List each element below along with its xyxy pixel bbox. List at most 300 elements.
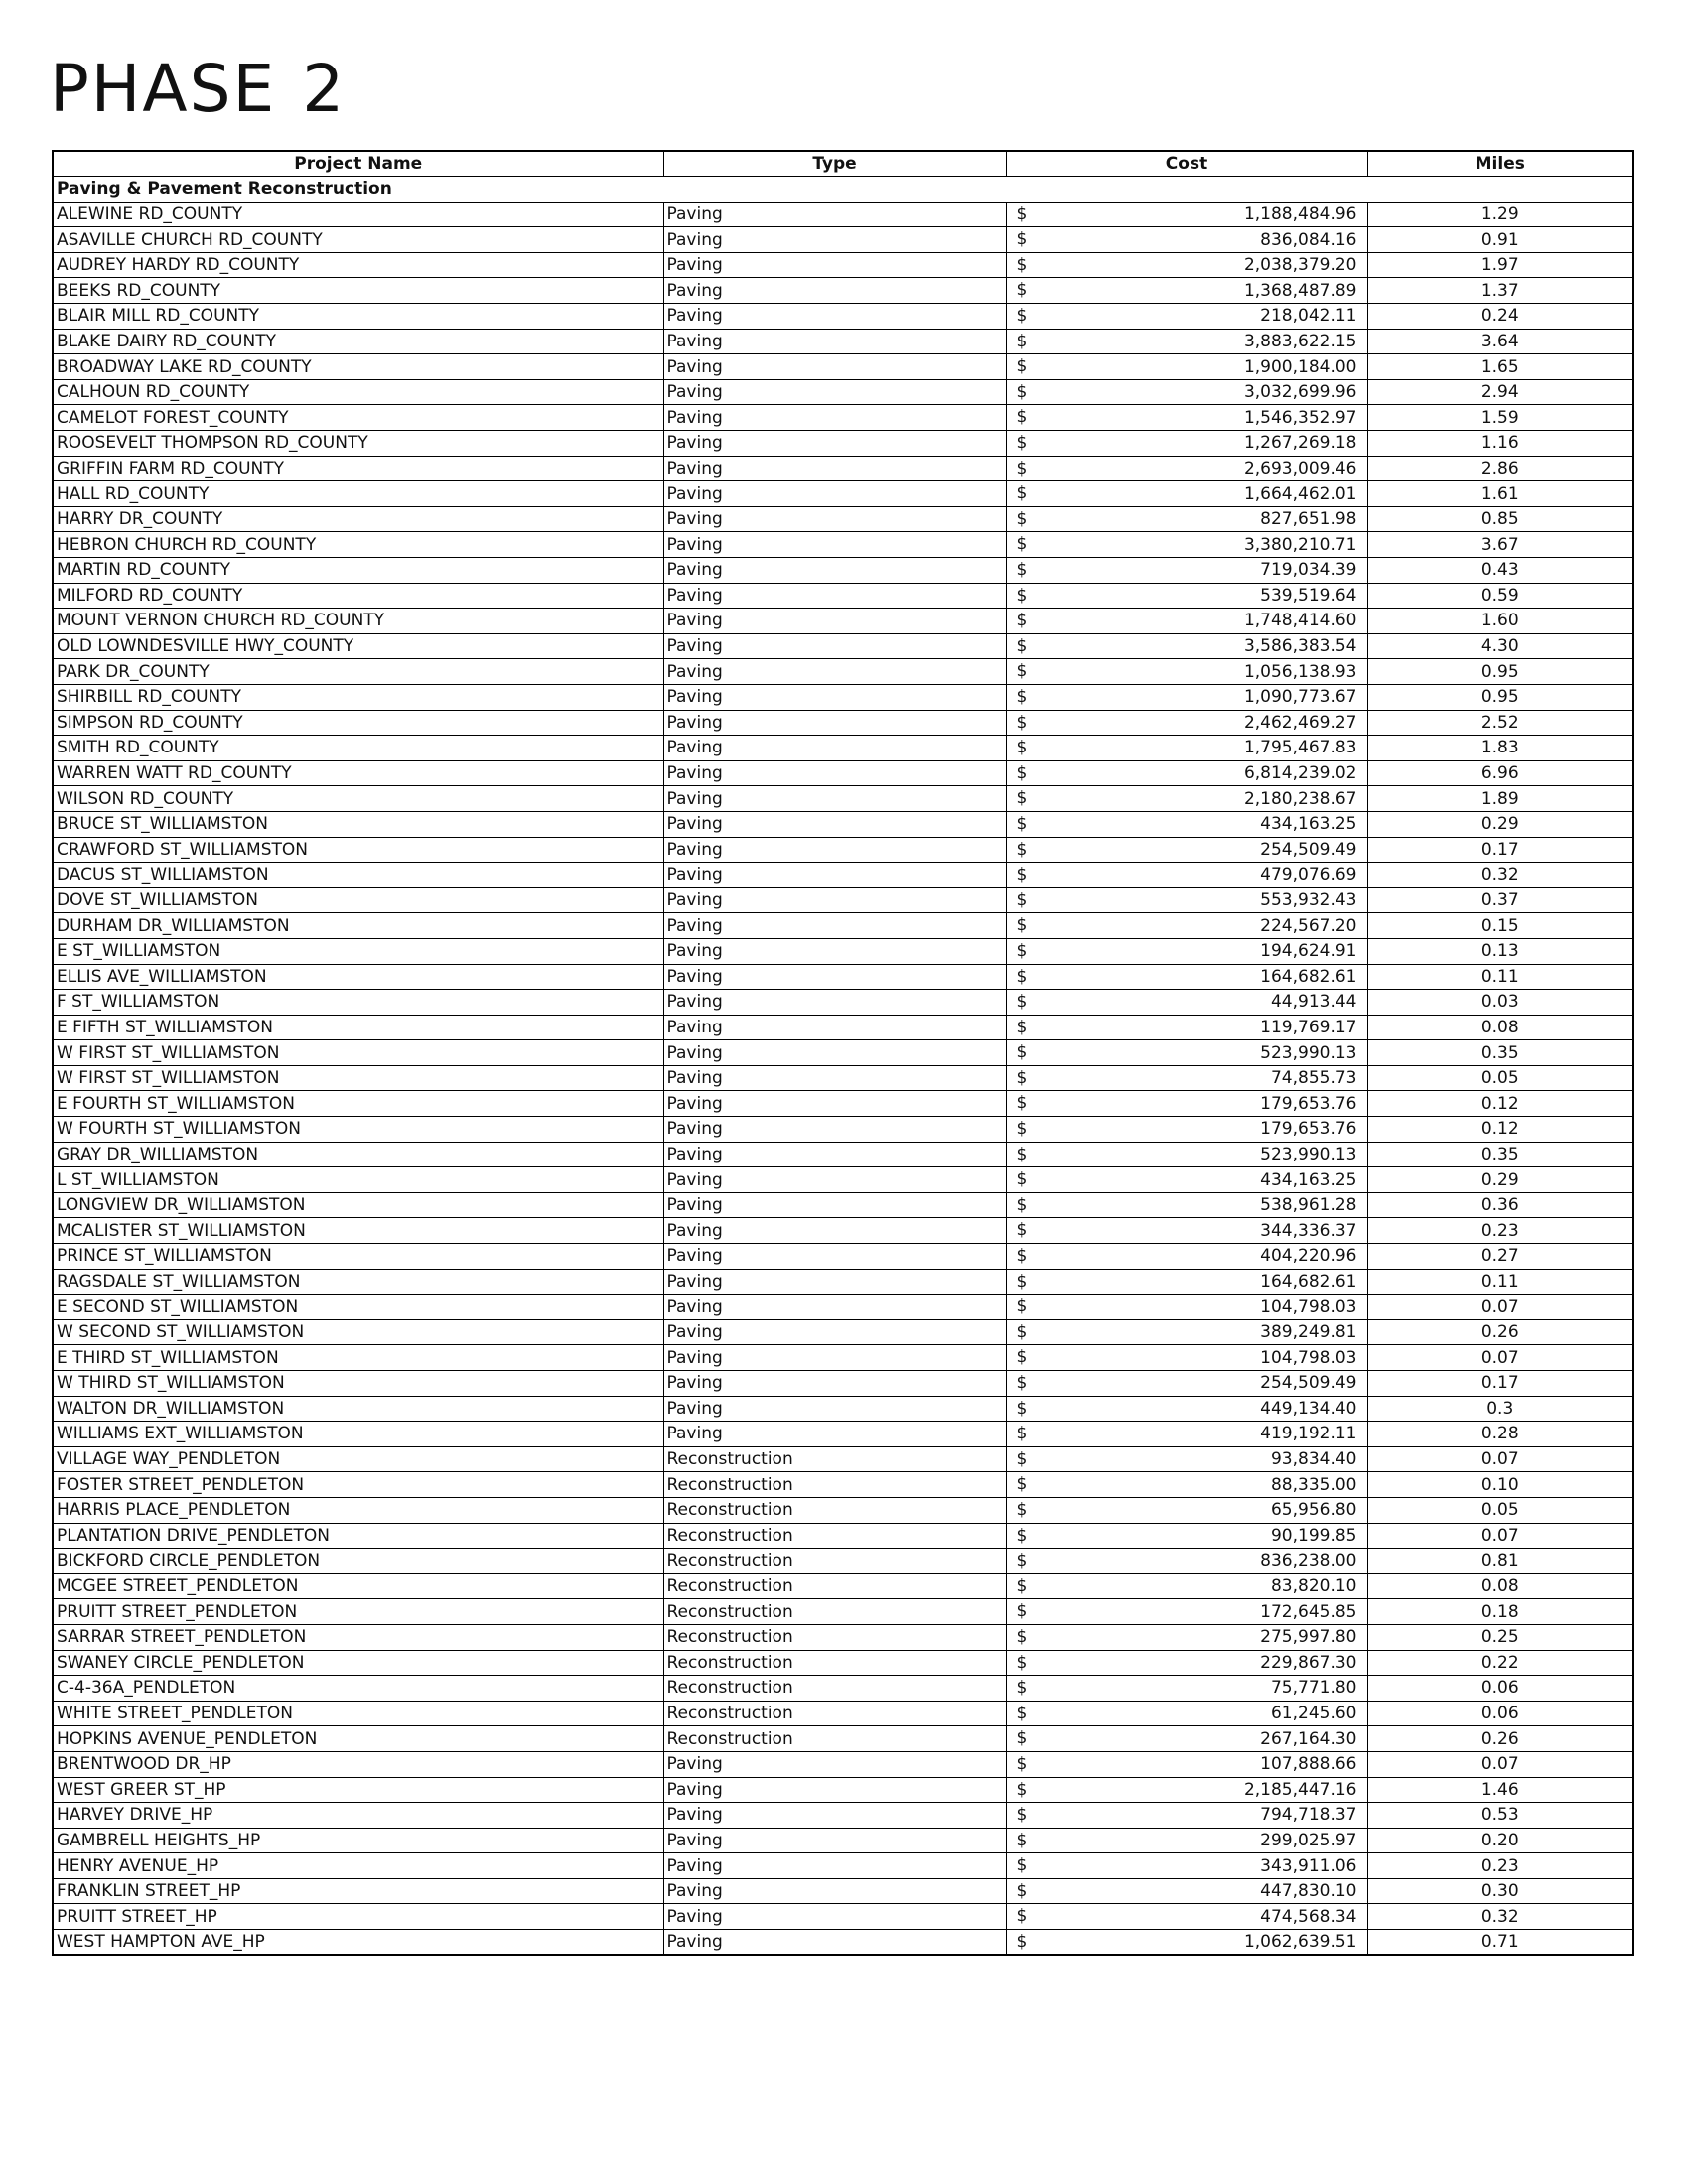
- currency-symbol: $: [1016, 1551, 1028, 1571]
- project-name-cell: ELLIS AVE_WILLIAMSTON: [53, 964, 663, 990]
- project-name-cell: C-4-36A_PENDLETON: [53, 1676, 663, 1702]
- type-cell: Paving: [663, 659, 1006, 685]
- cost-value: 449,134.40: [1260, 1398, 1357, 1419]
- cost-value: 2,038,379.20: [1243, 255, 1357, 276]
- project-name-cell: F ST_WILLIAMSTON: [53, 990, 663, 1016]
- table-row: [53, 1930, 1633, 1956]
- cost-cell: [1006, 760, 1367, 786]
- table-row: [53, 202, 1633, 227]
- type-cell: Paving: [663, 329, 1006, 354]
- cost-cell: [1006, 1295, 1367, 1320]
- currency-symbol: $: [1016, 1373, 1028, 1393]
- cost-value: 2,180,238.67: [1243, 788, 1357, 809]
- currency-symbol: $: [1016, 1144, 1028, 1164]
- cost-value: 827,651.98: [1260, 509, 1357, 530]
- table-row: [53, 990, 1633, 1016]
- miles-cell: 0.10: [1367, 1472, 1633, 1498]
- miles-cell: 2.52: [1367, 710, 1633, 736]
- cost-cell: [1006, 1650, 1367, 1676]
- project-name-cell: SIMPSON RD_COUNTY: [53, 710, 663, 736]
- project-name-cell: WILSON RD_COUNTY: [53, 786, 663, 812]
- miles-cell: 0.11: [1367, 964, 1633, 990]
- miles-cell: 1.97: [1367, 252, 1633, 278]
- cost-cell: [1006, 1040, 1367, 1066]
- type-cell: Paving: [663, 354, 1006, 380]
- type-cell: Paving: [663, 684, 1006, 710]
- currency-symbol: $: [1016, 1017, 1028, 1037]
- cost-cell: [1006, 1319, 1367, 1345]
- cost-value: 194,624.91: [1260, 941, 1357, 962]
- cost-value: 836,084.16: [1260, 229, 1357, 250]
- project-name-cell: WEST GREER ST_HP: [53, 1777, 663, 1803]
- project-name-cell: BEEKS RD_COUNTY: [53, 278, 663, 304]
- miles-cell: 0.95: [1367, 684, 1633, 710]
- project-name-cell: DACUS ST_WILLIAMSTON: [53, 863, 663, 888]
- currency-symbol: $: [1016, 661, 1028, 682]
- miles-cell: 0.85: [1367, 506, 1633, 532]
- type-cell: Paving: [663, 1828, 1006, 1853]
- cost-value: 44,913.44: [1270, 992, 1357, 1013]
- table-row: [53, 1065, 1633, 1091]
- cost-cell: [1006, 1269, 1367, 1295]
- currency-symbol: $: [1016, 915, 1028, 936]
- miles-cell: 0.17: [1367, 837, 1633, 863]
- cost-value: 104,798.03: [1260, 1297, 1357, 1317]
- cost-value: 2,462,469.27: [1243, 712, 1357, 733]
- table-row: [53, 1803, 1633, 1829]
- currency-symbol: $: [1016, 1093, 1028, 1114]
- table-row: [53, 633, 1633, 659]
- cost-cell: [1006, 1904, 1367, 1930]
- table-row: [53, 1777, 1633, 1803]
- cost-value: 93,834.40: [1270, 1449, 1357, 1470]
- cost-cell: [1006, 710, 1367, 736]
- currency-symbol: $: [1016, 1169, 1028, 1190]
- project-name-cell: W FIRST ST_WILLIAMSTON: [53, 1065, 663, 1091]
- project-name-cell: L ST_WILLIAMSTON: [53, 1167, 663, 1193]
- currency-symbol: $: [1016, 1398, 1028, 1419]
- miles-cell: 0.08: [1367, 1015, 1633, 1040]
- miles-cell: 1.61: [1367, 481, 1633, 507]
- cost-value: 553,932.43: [1260, 890, 1357, 911]
- type-cell: Paving: [663, 760, 1006, 786]
- miles-cell: 0.06: [1367, 1701, 1633, 1726]
- type-cell: Paving: [663, 506, 1006, 532]
- table-row: [53, 481, 1633, 507]
- currency-symbol: $: [1016, 1042, 1028, 1063]
- currency-symbol: $: [1016, 940, 1028, 961]
- project-name-cell: E THIRD ST_WILLIAMSTON: [53, 1345, 663, 1371]
- project-name-cell: HEBRON CHURCH RD_COUNTY: [53, 532, 663, 558]
- cost-value: 523,990.13: [1260, 1144, 1357, 1164]
- cost-cell: [1006, 1599, 1367, 1625]
- project-name-cell: E ST_WILLIAMSTON: [53, 938, 663, 964]
- miles-cell: 0.23: [1367, 1853, 1633, 1879]
- miles-cell: 0.07: [1367, 1295, 1633, 1320]
- currency-symbol: $: [1016, 889, 1028, 910]
- type-cell: Paving: [663, 1396, 1006, 1422]
- cost-cell: [1006, 379, 1367, 405]
- miles-cell: 0.81: [1367, 1549, 1633, 1574]
- cost-cell: [1006, 1422, 1367, 1447]
- cost-cell: [1006, 1777, 1367, 1803]
- miles-cell: 1.46: [1367, 1777, 1633, 1803]
- table-row: [53, 1218, 1633, 1244]
- project-name-cell: FRANKLIN STREET_HP: [53, 1878, 663, 1904]
- type-cell: Paving: [663, 583, 1006, 609]
- project-name-cell: MARTIN RD_COUNTY: [53, 558, 663, 584]
- type-cell: Paving: [663, 837, 1006, 863]
- project-name-cell: WHITE STREET_PENDLETON: [53, 1701, 663, 1726]
- cost-cell: [1006, 964, 1367, 990]
- table-row: [53, 278, 1633, 304]
- cost-value: 474,568.34: [1260, 1906, 1357, 1927]
- table-row: [53, 1472, 1633, 1498]
- cost-value: 3,883,622.15: [1243, 331, 1357, 351]
- currency-symbol: $: [1016, 813, 1028, 834]
- project-name-cell: PRUITT STREET_HP: [53, 1904, 663, 1930]
- table-row: [53, 379, 1633, 405]
- cost-value: 1,062,639.51: [1243, 1932, 1357, 1953]
- table-row: [53, 227, 1633, 253]
- type-cell: Reconstruction: [663, 1676, 1006, 1702]
- type-cell: Paving: [663, 1218, 1006, 1244]
- project-name-cell: MCGEE STREET_PENDLETON: [53, 1573, 663, 1599]
- cost-value: 1,267,269.18: [1243, 433, 1357, 454]
- currency-symbol: $: [1016, 1626, 1028, 1647]
- miles-cell: 0.13: [1367, 938, 1633, 964]
- project-name-cell: OLD LOWNDESVILLE HWY_COUNTY: [53, 633, 663, 659]
- currency-symbol: $: [1016, 254, 1028, 275]
- table-row: [53, 1319, 1633, 1345]
- header-project-name: Project Name: [53, 151, 663, 177]
- miles-cell: 0.95: [1367, 659, 1633, 685]
- table-row: [53, 1751, 1633, 1777]
- miles-cell: 0.23: [1367, 1218, 1633, 1244]
- project-name-cell: SWANEY CIRCLE_PENDLETON: [53, 1650, 663, 1676]
- project-name-cell: FOSTER STREET_PENDLETON: [53, 1472, 663, 1498]
- currency-symbol: $: [1016, 1525, 1028, 1546]
- table-row: [53, 1422, 1633, 1447]
- currency-symbol: $: [1016, 1880, 1028, 1901]
- miles-cell: 6.96: [1367, 760, 1633, 786]
- cost-cell: [1006, 456, 1367, 481]
- currency-symbol: $: [1016, 762, 1028, 783]
- miles-cell: 1.60: [1367, 609, 1633, 634]
- miles-cell: 0.91: [1367, 227, 1633, 253]
- currency-symbol: $: [1016, 1601, 1028, 1622]
- type-cell: Paving: [663, 1853, 1006, 1879]
- cost-value: 90,199.85: [1270, 1525, 1357, 1546]
- cost-value: 538,961.28: [1260, 1195, 1357, 1216]
- table-row: [53, 1549, 1633, 1574]
- type-cell: Paving: [663, 887, 1006, 913]
- cost-value: 254,509.49: [1260, 839, 1357, 860]
- miles-cell: 0.35: [1367, 1142, 1633, 1167]
- cost-value: 267,164.30: [1260, 1728, 1357, 1749]
- cost-cell: [1006, 1726, 1367, 1752]
- project-name-cell: RAGSDALE ST_WILLIAMSTON: [53, 1269, 663, 1295]
- miles-cell: 0.07: [1367, 1523, 1633, 1549]
- type-cell: Paving: [663, 1371, 1006, 1397]
- cost-cell: [1006, 609, 1367, 634]
- cost-cell: [1006, 1244, 1367, 1270]
- cost-cell: [1006, 1853, 1367, 1879]
- cost-cell: [1006, 811, 1367, 837]
- type-cell: Paving: [663, 1142, 1006, 1167]
- cost-cell: [1006, 1142, 1367, 1167]
- type-cell: Paving: [663, 1040, 1006, 1066]
- miles-cell: 0.43: [1367, 558, 1633, 584]
- table-row: [53, 1624, 1633, 1650]
- table-row: [53, 329, 1633, 354]
- miles-cell: 0.3: [1367, 1396, 1633, 1422]
- type-cell: Paving: [663, 431, 1006, 457]
- cost-value: 836,238.00: [1260, 1551, 1357, 1571]
- currency-symbol: $: [1016, 788, 1028, 809]
- project-name-cell: CAMELOT FOREST_COUNTY: [53, 405, 663, 431]
- cost-cell: [1006, 1472, 1367, 1498]
- type-cell: Paving: [663, 736, 1006, 761]
- cost-value: 1,546,352.97: [1243, 407, 1357, 428]
- cost-cell: [1006, 633, 1367, 659]
- cost-cell: [1006, 1371, 1367, 1397]
- currency-symbol: $: [1016, 534, 1028, 555]
- type-cell: Paving: [663, 1422, 1006, 1447]
- cost-value: 1,795,467.83: [1243, 738, 1357, 758]
- type-cell: Paving: [663, 1167, 1006, 1193]
- miles-cell: 0.07: [1367, 1345, 1633, 1371]
- cost-cell: [1006, 1701, 1367, 1726]
- cost-value: 1,900,184.00: [1243, 356, 1357, 377]
- project-name-cell: WARREN WATT RD_COUNTY: [53, 760, 663, 786]
- type-cell: Reconstruction: [663, 1573, 1006, 1599]
- currency-symbol: $: [1016, 381, 1028, 402]
- currency-symbol: $: [1016, 306, 1028, 327]
- cost-cell: [1006, 1192, 1367, 1218]
- miles-cell: 0.29: [1367, 1167, 1633, 1193]
- cost-value: 172,645.85: [1260, 1601, 1357, 1622]
- type-cell: Paving: [663, 1295, 1006, 1320]
- currency-symbol: $: [1016, 1220, 1028, 1241]
- table-row: [53, 659, 1633, 685]
- header-cost: Cost: [1006, 151, 1367, 177]
- cost-cell: [1006, 1396, 1367, 1422]
- table-row: [53, 1040, 1633, 1066]
- currency-symbol: $: [1016, 1321, 1028, 1342]
- currency-symbol: $: [1016, 508, 1028, 529]
- cost-cell: [1006, 1497, 1367, 1523]
- project-name-cell: HENRY AVENUE_HP: [53, 1853, 663, 1879]
- miles-cell: 0.17: [1367, 1371, 1633, 1397]
- currency-symbol: $: [1016, 1271, 1028, 1292]
- table-row: [53, 1904, 1633, 1930]
- type-cell: Paving: [663, 1117, 1006, 1143]
- page-title-number: 2: [302, 51, 347, 127]
- project-name-cell: HARRY DR_COUNTY: [53, 506, 663, 532]
- miles-cell: 0.03: [1367, 990, 1633, 1016]
- miles-cell: 0.71: [1367, 1930, 1633, 1956]
- currency-symbol: $: [1016, 1297, 1028, 1317]
- project-name-cell: BRUCE ST_WILLIAMSTON: [53, 811, 663, 837]
- project-name-cell: MCALISTER ST_WILLIAMSTON: [53, 1218, 663, 1244]
- project-name-cell: GAMBRELL HEIGHTS_HP: [53, 1828, 663, 1853]
- cost-value: 164,682.61: [1260, 966, 1357, 987]
- cost-value: 299,025.97: [1260, 1830, 1357, 1850]
- project-name-cell: PRUITT STREET_PENDLETON: [53, 1599, 663, 1625]
- table-row: [53, 786, 1633, 812]
- cost-cell: [1006, 558, 1367, 584]
- miles-cell: 0.07: [1367, 1751, 1633, 1777]
- currency-symbol: $: [1016, 229, 1028, 250]
- cost-value: 179,653.76: [1260, 1119, 1357, 1140]
- type-cell: Paving: [663, 1930, 1006, 1956]
- table-row: [53, 1853, 1633, 1879]
- table-row: [53, 1295, 1633, 1320]
- cost-value: 539,519.64: [1260, 585, 1357, 606]
- cost-value: 794,718.37: [1260, 1805, 1357, 1826]
- cost-value: 218,042.11: [1260, 306, 1357, 327]
- cost-value: 1,664,462.01: [1243, 483, 1357, 504]
- type-cell: Reconstruction: [663, 1624, 1006, 1650]
- cost-value: 65,956.80: [1270, 1500, 1357, 1521]
- type-cell: Paving: [663, 1192, 1006, 1218]
- miles-cell: 0.35: [1367, 1040, 1633, 1066]
- cost-cell: [1006, 252, 1367, 278]
- type-cell: Paving: [663, 1091, 1006, 1117]
- miles-cell: 2.94: [1367, 379, 1633, 405]
- currency-symbol: $: [1016, 686, 1028, 707]
- table-row: [53, 506, 1633, 532]
- cost-value: 523,990.13: [1260, 1042, 1357, 1063]
- project-name-cell: W THIRD ST_WILLIAMSTON: [53, 1371, 663, 1397]
- cost-value: 404,220.96: [1260, 1246, 1357, 1267]
- table-row: [53, 252, 1633, 278]
- cost-cell: [1006, 887, 1367, 913]
- cost-value: 2,185,447.16: [1243, 1779, 1357, 1800]
- miles-cell: 1.83: [1367, 736, 1633, 761]
- cost-cell: [1006, 1218, 1367, 1244]
- type-cell: Reconstruction: [663, 1446, 1006, 1472]
- cost-value: 419,192.11: [1260, 1424, 1357, 1444]
- cost-value: 434,163.25: [1260, 814, 1357, 835]
- cost-value: 119,769.17: [1260, 1017, 1357, 1037]
- cost-value: 61,245.60: [1270, 1704, 1357, 1724]
- cost-cell: [1006, 1523, 1367, 1549]
- currency-symbol: $: [1016, 1119, 1028, 1140]
- type-cell: Reconstruction: [663, 1523, 1006, 1549]
- miles-cell: 0.53: [1367, 1803, 1633, 1829]
- project-name-cell: E FIFTH ST_WILLIAMSTON: [53, 1015, 663, 1040]
- cost-cell: [1006, 431, 1367, 457]
- page-title-word: PHASE: [50, 51, 277, 127]
- type-cell: Paving: [663, 1319, 1006, 1345]
- cost-cell: [1006, 1117, 1367, 1143]
- currency-symbol: $: [1016, 280, 1028, 301]
- miles-cell: 0.25: [1367, 1624, 1633, 1650]
- currency-symbol: $: [1016, 1499, 1028, 1520]
- table-row: [53, 1142, 1633, 1167]
- cost-cell: [1006, 1167, 1367, 1193]
- project-name-cell: SARRAR STREET_PENDLETON: [53, 1624, 663, 1650]
- miles-cell: 0.18: [1367, 1599, 1633, 1625]
- currency-symbol: $: [1016, 1855, 1028, 1876]
- cost-value: 434,163.25: [1260, 1169, 1357, 1190]
- type-cell: Paving: [663, 1345, 1006, 1371]
- table-row: [53, 887, 1633, 913]
- type-cell: Paving: [663, 278, 1006, 304]
- project-name-cell: W SECOND ST_WILLIAMSTON: [53, 1319, 663, 1345]
- currency-symbol: $: [1016, 1652, 1028, 1673]
- cost-value: 3,380,210.71: [1243, 534, 1357, 555]
- section-row: [53, 177, 1633, 203]
- cost-cell: [1006, 863, 1367, 888]
- cost-cell: [1006, 1676, 1367, 1702]
- type-cell: Paving: [663, 456, 1006, 481]
- cost-value: 83,820.10: [1270, 1576, 1357, 1597]
- cost-cell: [1006, 684, 1367, 710]
- cost-cell: [1006, 837, 1367, 863]
- project-name-cell: MILFORD RD_COUNTY: [53, 583, 663, 609]
- miles-cell: 1.37: [1367, 278, 1633, 304]
- table-row: [53, 558, 1633, 584]
- project-name-cell: PLANTATION DRIVE_PENDLETON: [53, 1523, 663, 1549]
- cost-value: 6,814,239.02: [1243, 763, 1357, 784]
- table-row: [53, 1091, 1633, 1117]
- table-row: [53, 913, 1633, 939]
- cost-cell: [1006, 1878, 1367, 1904]
- miles-cell: 0.27: [1367, 1244, 1633, 1270]
- table-row: [53, 710, 1633, 736]
- miles-cell: 1.16: [1367, 431, 1633, 457]
- miles-cell: 1.89: [1367, 786, 1633, 812]
- table-row: [53, 1244, 1633, 1270]
- miles-cell: 1.59: [1367, 405, 1633, 431]
- currency-symbol: $: [1016, 611, 1028, 631]
- project-name-cell: PARK DR_COUNTY: [53, 659, 663, 685]
- table-row: [53, 1117, 1633, 1143]
- table-row: [53, 1371, 1633, 1397]
- table-row: [53, 1726, 1633, 1752]
- currency-symbol: $: [1016, 1753, 1028, 1774]
- table-row: [53, 1345, 1633, 1371]
- miles-cell: 0.29: [1367, 811, 1633, 837]
- cost-value: 275,997.80: [1260, 1627, 1357, 1648]
- miles-cell: 0.30: [1367, 1878, 1633, 1904]
- cost-value: 88,335.00: [1270, 1474, 1357, 1495]
- miles-cell: 0.08: [1367, 1573, 1633, 1599]
- currency-symbol: $: [1016, 585, 1028, 606]
- project-name-cell: WEST HAMPTON AVE_HP: [53, 1930, 663, 1956]
- miles-cell: 0.07: [1367, 1446, 1633, 1472]
- cost-cell: [1006, 1624, 1367, 1650]
- type-cell: Reconstruction: [663, 1726, 1006, 1752]
- project-name-cell: BLAIR MILL RD_COUNTY: [53, 304, 663, 330]
- cost-value: 74,855.73: [1270, 1068, 1357, 1089]
- type-cell: Paving: [663, 304, 1006, 330]
- table-row: [53, 1650, 1633, 1676]
- header-type: Type: [663, 151, 1006, 177]
- table-row: [53, 938, 1633, 964]
- cost-value: 224,567.20: [1260, 915, 1357, 936]
- table-row: [53, 1167, 1633, 1193]
- table-row: [53, 1573, 1633, 1599]
- miles-cell: 0.26: [1367, 1726, 1633, 1752]
- project-name-cell: SHIRBILL RD_COUNTY: [53, 684, 663, 710]
- project-name-cell: HOPKINS AVENUE_PENDLETON: [53, 1726, 663, 1752]
- miles-cell: 0.11: [1367, 1269, 1633, 1295]
- cost-cell: [1006, 583, 1367, 609]
